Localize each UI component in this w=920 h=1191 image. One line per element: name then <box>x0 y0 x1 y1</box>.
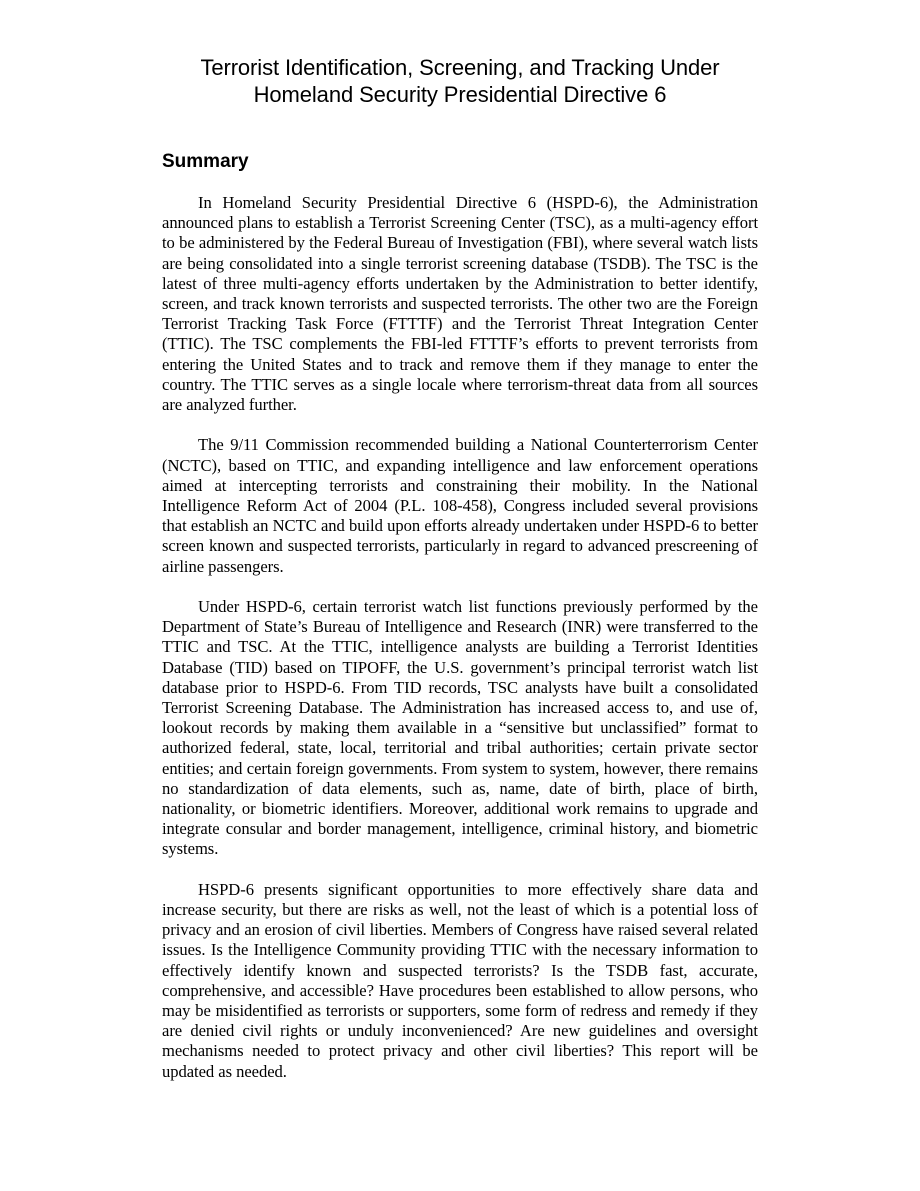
title-line-1: Terrorist Identification, Screening, and Tracking Under <box>200 55 720 80</box>
document-title <box>162 54 758 108</box>
summary-paragraph-1: In Homeland Security Presidential Directive 6 (HSPD-6), the Administration announced plans to establish a Terrorist Screening Center (TSC), as a multi-agency effort to be administered by the Federal Bureau of Investigation (FBI), where several watch lists are being consolidated into a single terrorist screening database (TSDB). The TSC is the latest of three multi-agency efforts undertaken by the Administration to better identify, screen, and track known terrorists and suspected terrorists. The other two are the Foreign Terrorist Tracking Task Force (FTTTF) and the Terrorist Threat Integration Center (TTIC). The TSC complements the FBI-led FTTTF’s efforts to prevent terrorists from entering the United States and to track and remove them if they manage to enter the country. The TTIC serves as a single locale where terrorism-threat data from all sources are analyzed further. <box>162 193 758 415</box>
summary-paragraph-3: Under HSPD-6, certain terrorist watch list functions previously performed by the Department of State’s Bureau of Intelligence and Research (INR) were transferred to the TTIC and TSC. At the TTIC, intelligence analysts are building a Terrorist Identities Database (TID) based on TIPOFF, the U.S. government’s principal terrorist watch list database prior to HSPD-6. From TID records, TSC analysts have built a consolidated Terrorist Screening Database. The Administration has increased access to, and use of, lookout records by making them available in a “sensitive but unclassified” format to authorized federal, state, local, territorial and tribal authorities; certain private sector entities; and certain foreign governments. From system to system, however, there remains no standardization of data elements, such as, name, date of birth, place of birth, nationality, or biometric identifiers. Moreover, additional work remains to upgrade and integrate consular and border management, intelligence, criminal history, and biometric systems. <box>162 597 758 859</box>
title-line-2: Homeland Security Presidential Directive 6 <box>253 82 667 107</box>
summary-paragraph-2: The 9/11 Commission recommended building a National Counterterrorism Center (NCTC), based on TTIC, and expanding intelligence and law enforcement operations aimed at intercepting terrorists and constraining their mobility. In the National Intelligence Reform Act of 2004 (P.L. 108-458), Congress included several provisions that establish an NCTC and build upon efforts already undertaken under HSPD-6 to better screen known and suspected terrorists, particularly in regard to advanced prescreening of airline passengers. <box>162 435 758 576</box>
section-heading-summary: Summary <box>162 151 249 172</box>
document-page <box>162 54 758 1102</box>
summary-body <box>162 193 758 1082</box>
summary-paragraph-4: HSPD-6 presents significant opportunities to more effectively share data and increase security, but there are risks as well, not the least of which is a potential loss of privacy and an erosion of civil liberties. Members of Congress have raised several related issues. Is the Intelligence Community providing TTIC with the necessary information to effectively identify known and suspected terrorists? Is the TSDB fast, accurate, comprehensive, and accessible? Have procedures been established to allow persons, who may be misidentified as terrorists or supporters, some form of redress and remedy if they are denied civil rights or unduly inconvenienced? Are new guidelines and oversight mechanisms needed to protect privacy and other civil liberties? This report will be updated as needed. <box>162 879 758 1081</box>
